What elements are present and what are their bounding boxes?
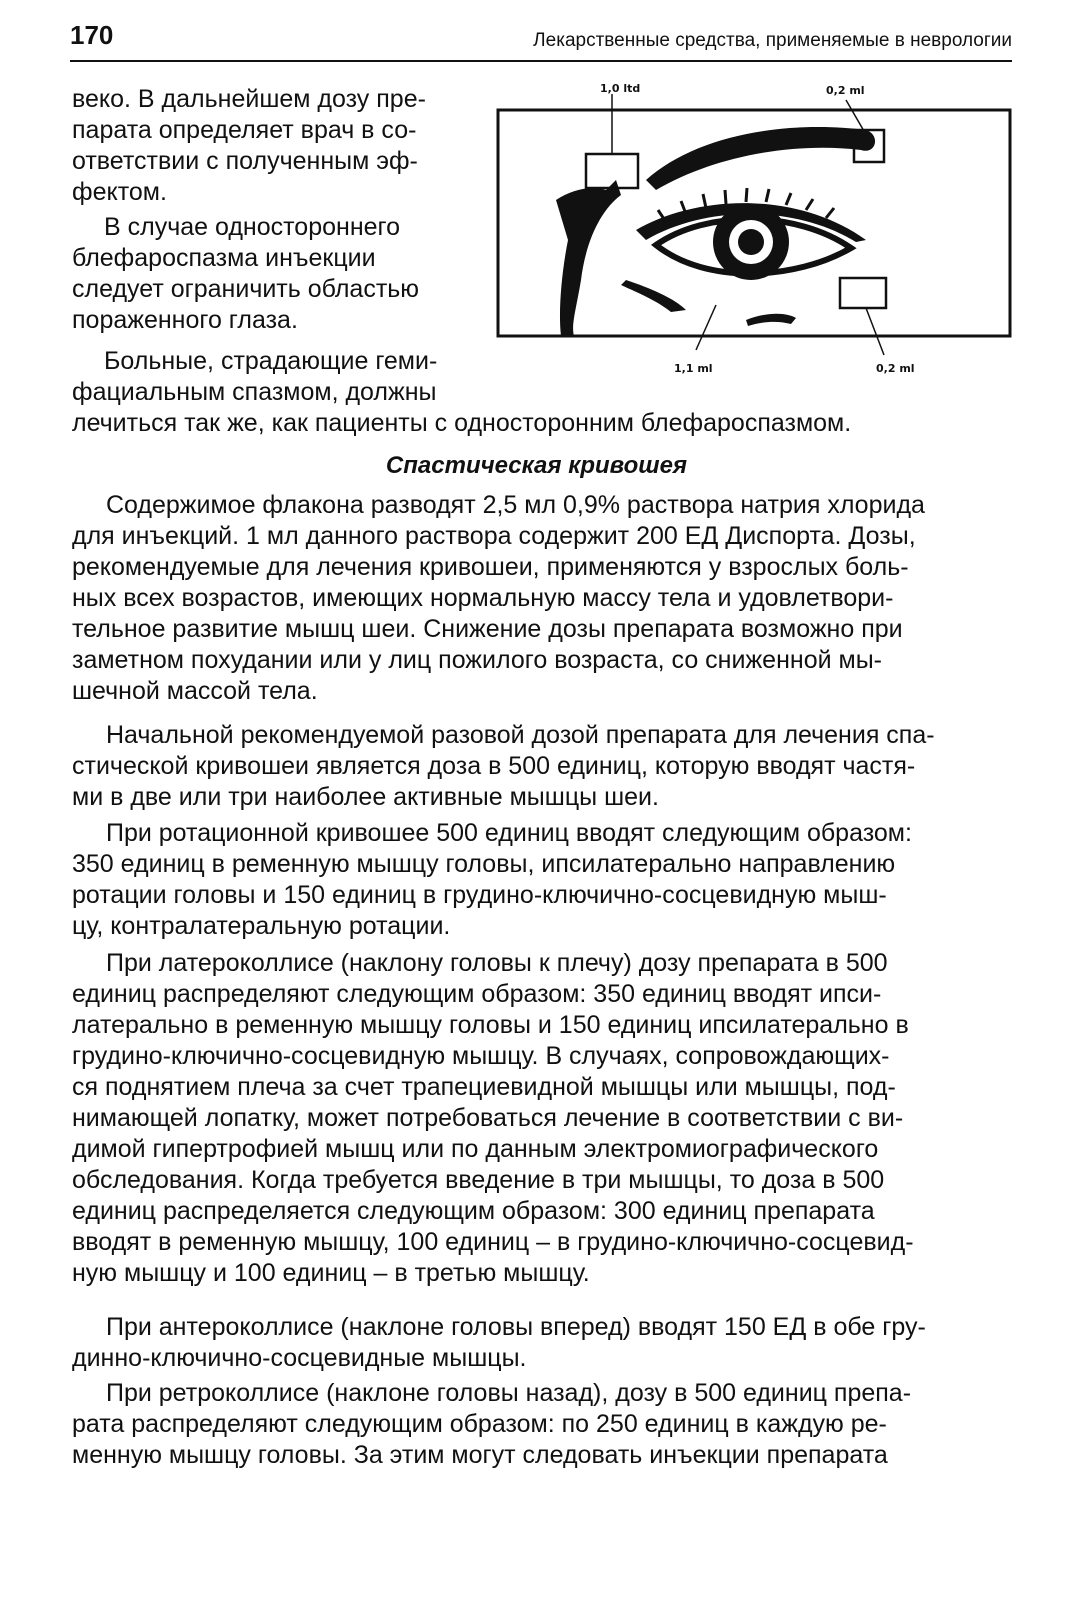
text-line: блефароспазма инъекции bbox=[72, 244, 376, 272]
text-line: ми в две или три наиболее активные мышцы шеи. bbox=[72, 783, 659, 811]
paragraph-rotational bbox=[72, 818, 1012, 942]
text-line: цу, контралатеральную ротации. bbox=[72, 912, 451, 940]
text-line: Содержимое флакона разводят 2,5 мл 0,9% раствора натрия хлорида bbox=[106, 491, 925, 519]
text-line: ся поднятием плеча за счет трапециевидной мышцы или мышцы, под- bbox=[72, 1073, 896, 1101]
label-bottom-left: 1,1 ml bbox=[674, 362, 713, 375]
text-line: единиц распределяют следующим образом: 350 единиц вводят ипси- bbox=[72, 980, 882, 1008]
text-line: лечиться так же, как пациенты с односторонним блефароспазмом. bbox=[72, 409, 852, 437]
label-top-right: 0,2 ml bbox=[826, 84, 865, 97]
text-line: фациальным спазмом, должны bbox=[72, 378, 437, 406]
text-line: парата определяет врач в со- bbox=[72, 116, 417, 144]
eye-illustration bbox=[496, 80, 1016, 380]
text-line: При антероколлисе (наклоне головы вперед) вводят 150 ЕД в обе гру- bbox=[106, 1313, 926, 1341]
text-line: При латероколлисе (наклону головы к плечу) дозу препарата в 500 bbox=[106, 949, 888, 977]
text-line: рата распределяют следующим образом: по 250 единиц в каждую ре- bbox=[72, 1410, 887, 1438]
running-title: Лекарственные средства, применяемые в неврологии bbox=[533, 30, 1012, 51]
text-line: фектом. bbox=[72, 178, 167, 206]
page-number: 170 bbox=[70, 20, 114, 50]
text-line: Больные, страдающие геми- bbox=[104, 347, 438, 375]
intro-paragraph-3 bbox=[72, 346, 468, 408]
text-line: менную мышцу головы. За этим могут следовать инъекции препарата bbox=[72, 1441, 888, 1469]
text-line: веко. В дальнейшем дозу пре- bbox=[72, 85, 426, 113]
text-line: ную мышцу и 100 единиц – в третью мышцу. bbox=[72, 1259, 590, 1287]
text-line: При ретроколлисе (наклоне головы назад), дозу в 500 единиц препа- bbox=[106, 1379, 912, 1407]
text-line: заметном похудании или у лиц пожилого возраста, со сниженной мы- bbox=[72, 646, 882, 674]
intro-paragraph-1 bbox=[72, 84, 468, 208]
pupil bbox=[738, 229, 764, 255]
text-line: нимающей лопатку, может потребоваться лечение в соответствии с ви- bbox=[72, 1104, 904, 1132]
text-line: шечной массой тела. bbox=[72, 677, 318, 705]
paragraph-dilution bbox=[72, 490, 1012, 707]
intro-paragraph-3-tail bbox=[72, 408, 1012, 439]
text-line: обследования. Когда требуется введение в три мышцы, то доза в 500 bbox=[72, 1166, 885, 1194]
text-line: Начальной рекомендуемой разовой дозой препарата для лечения спа- bbox=[106, 721, 935, 749]
text-line: При ротационной кривошее 500 единиц вводят следующим образом: bbox=[106, 819, 912, 847]
text-line: ответствии с полученным эф- bbox=[72, 147, 418, 175]
label-top-left: 1,0 ltd bbox=[600, 82, 641, 95]
text-line: для инъекций. 1 мл данного раствора содержит 200 ЕД Диспорта. Дозы, bbox=[72, 522, 916, 550]
text-line: пораженного глаза. bbox=[72, 306, 298, 334]
text-line: стической кривошеи является доза в 500 единиц, которую вводят частя- bbox=[72, 752, 916, 780]
text-line: В случае одностороннего bbox=[104, 213, 401, 241]
text-line: латерально в ременную мышцу головы и 150 единиц ипсилатерально в bbox=[72, 1011, 909, 1039]
text-line: ных всех возрастов, имеющих нормальную массу тела и удовлетвори- bbox=[72, 584, 894, 612]
text-line: следует ограничить областью bbox=[72, 275, 420, 303]
text-line: грудино-ключично-сосцевидную мышцу. В случаях, сопровождающих- bbox=[72, 1042, 890, 1070]
section-title: Спастическая кривошея bbox=[385, 452, 688, 479]
label-bottom-right: 0,2 ml bbox=[876, 362, 915, 375]
paragraph-retrocollis bbox=[72, 1378, 1012, 1471]
text-line: димой гипертрофией мышц или по данным электромиографического bbox=[72, 1135, 879, 1163]
text-line: тельное развитие мышц шеи. Снижение дозы препарата возможно при bbox=[72, 615, 903, 643]
text-line: ротации головы и 150 единиц в грудино-ключично-сосцевидную мыш- bbox=[72, 881, 887, 909]
text-line: рекомендуемые для лечения кривошеи, применяются у взрослых боль- bbox=[72, 553, 909, 581]
page-header bbox=[70, 16, 1012, 62]
text-line: динно-ключично-сосцевидные мышцы. bbox=[72, 1344, 527, 1372]
paragraph-laterocollis bbox=[72, 948, 1012, 1289]
paragraph-anterocollis bbox=[72, 1312, 1012, 1374]
intro-paragraph-2 bbox=[72, 212, 468, 336]
text-line: единиц распределяется следующим образом: 300 единиц препарата bbox=[72, 1197, 875, 1225]
text-line: 350 единиц в ременную мышцу головы, ипсилатерально направлению bbox=[72, 850, 896, 878]
eye-injection-figure bbox=[496, 80, 1016, 380]
paragraph-initial-dose bbox=[72, 720, 1012, 813]
text-line: вводят в ременную мышцу, 100 единиц – в грудино-ключично-сосцевид- bbox=[72, 1228, 914, 1256]
